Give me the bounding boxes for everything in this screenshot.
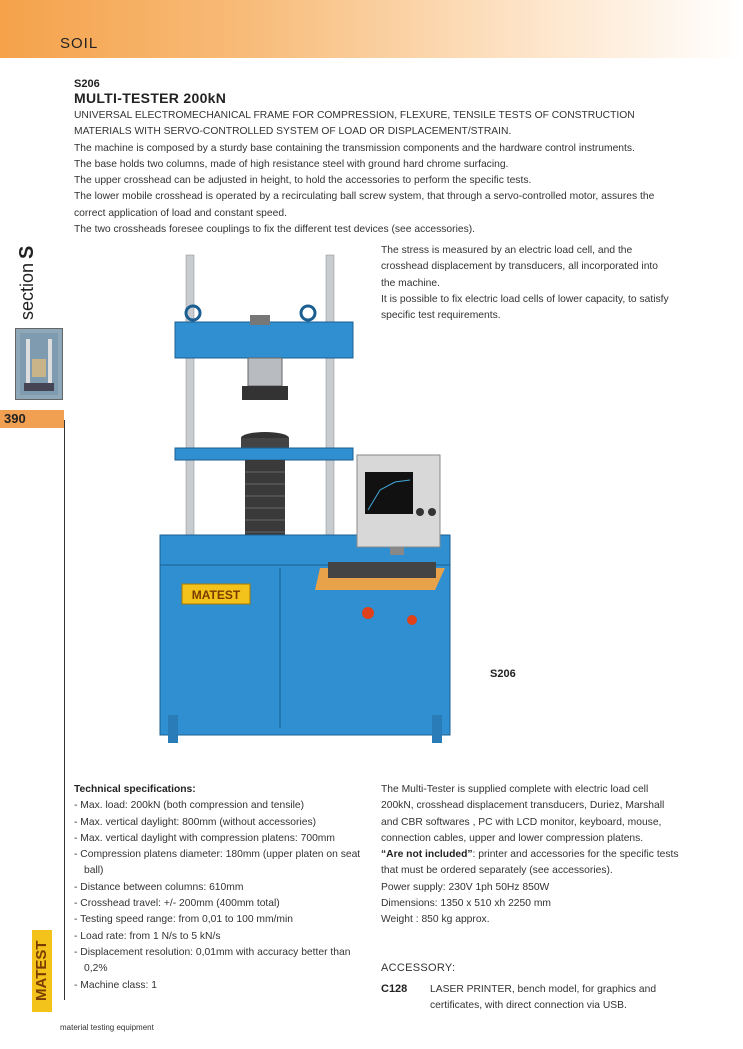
specs-heading: Technical specifications: [74, 784, 196, 795]
product-code: S206 [74, 78, 100, 90]
spec-item: - Distance between columns: 610mm [74, 881, 244, 893]
desc-line: The upper crosshead can be adjusted in height, to hold the accessories to perform the specific tests. [74, 175, 532, 187]
desc-line: The base holds two columns, made of high resistance steel with ground hard chrome surfacing. [74, 158, 509, 170]
not-included-text [381, 847, 681, 880]
power-supply: Power supply: 230V 1ph 50Hz 850W [381, 881, 550, 893]
machine-logo-text: MATEST [191, 588, 241, 602]
supply-info [381, 782, 681, 929]
spec-item: - Machine class: 1 [74, 979, 157, 991]
page-number: 390 [0, 410, 64, 428]
spec-item: - Max. vertical daylight with compression platens: 700mm [74, 832, 335, 844]
weight: Weight : 850 kg approx. [381, 914, 490, 926]
not-included-detail: : printer and accessories for the specific tests that must be ordered separately (see accessories). [381, 849, 679, 877]
supplied-text: The Multi-Tester is supplied complete with electric load cell 200kN, crosshead displacement transducers, Duriez, Marshall and CBR softwares , PC with LCD monitor, keyboard, mouse, connection cables, upper and lower compression platens. [381, 784, 665, 844]
side-line: It is possible to fix electric load cells of lower capacity, to satisfy specific test requirements. [381, 293, 669, 322]
spec-item: - Compression platens diameter: 180mm (upper platen on seat ball) [74, 849, 361, 877]
side-line: The stress is measured by an electric load cell, and the crosshead displacement by transducers, all incorporated into the machine. [381, 245, 659, 289]
dimensions: Dimensions: 1350 x 510 xh 2250 mm [381, 898, 551, 910]
accessory-description: LASER PRINTER, bench model, for graphics and certificates, with direct connection via USB. [430, 984, 657, 1012]
machine-illustration [150, 250, 480, 745]
header-band [0, 0, 743, 58]
desc-line: The lower mobile crosshead is operated by a recirculating ball screw system, that through a servo-controlled motor, assures the correct application of load and constant speed. [74, 191, 655, 219]
accessory-heading: ACCESSORY: [381, 962, 456, 974]
section-label [16, 230, 38, 320]
desc-line: The two crossheads foresee couplings to fix the different test devices (see accessories). [74, 224, 476, 236]
spec-item: - Testing speed range: from 0,01 to 100 mm/min [74, 914, 294, 926]
spec-item: - Displacement resolution: 0,01mm with accuracy better than 0,2% [74, 946, 351, 975]
spec-item: - Max. load: 200kN (both compression and tensile) [74, 800, 305, 812]
footer-note: material testing equipment [60, 1023, 154, 1032]
accessory-code: C128 [381, 983, 408, 995]
desc-line: The machine is composed by a sturdy base containing the transmission components and the hardware control instruments. [74, 142, 635, 154]
spec-item: - Crosshead travel: +/- 200mm (400mm total) [74, 898, 280, 910]
desc-line: UNIVERSAL ELECTROMECHANICAL FRAME FOR COMPRESSION, FLEXURE, TENSILE TESTS OF CONSTRUCTION MATERIALS WITH SERVO-CONTROLLED SYSTEM OF LOAD OR DISPLACEMENT/STRAIN. [74, 110, 635, 138]
section-thumbnail [15, 328, 63, 400]
spec-item: - Max. vertical daylight: 800mm (without accessories) [74, 816, 317, 828]
section-letter: S [16, 245, 38, 259]
section-word: section [17, 262, 37, 320]
image-caption: S206 [490, 668, 516, 680]
not-included-label: “Are not included” [381, 849, 473, 861]
sidebar-divider [64, 420, 65, 1000]
spec-item: - Load rate: from 1 N/s to 5 kN/s [74, 930, 221, 942]
product-title: MULTI-TESTER 200kN [74, 90, 227, 106]
section-title: SOIL [60, 35, 99, 52]
technical-specifications [74, 782, 374, 994]
product-description [74, 108, 674, 238]
brand-logo: MATEST [32, 930, 52, 1012]
